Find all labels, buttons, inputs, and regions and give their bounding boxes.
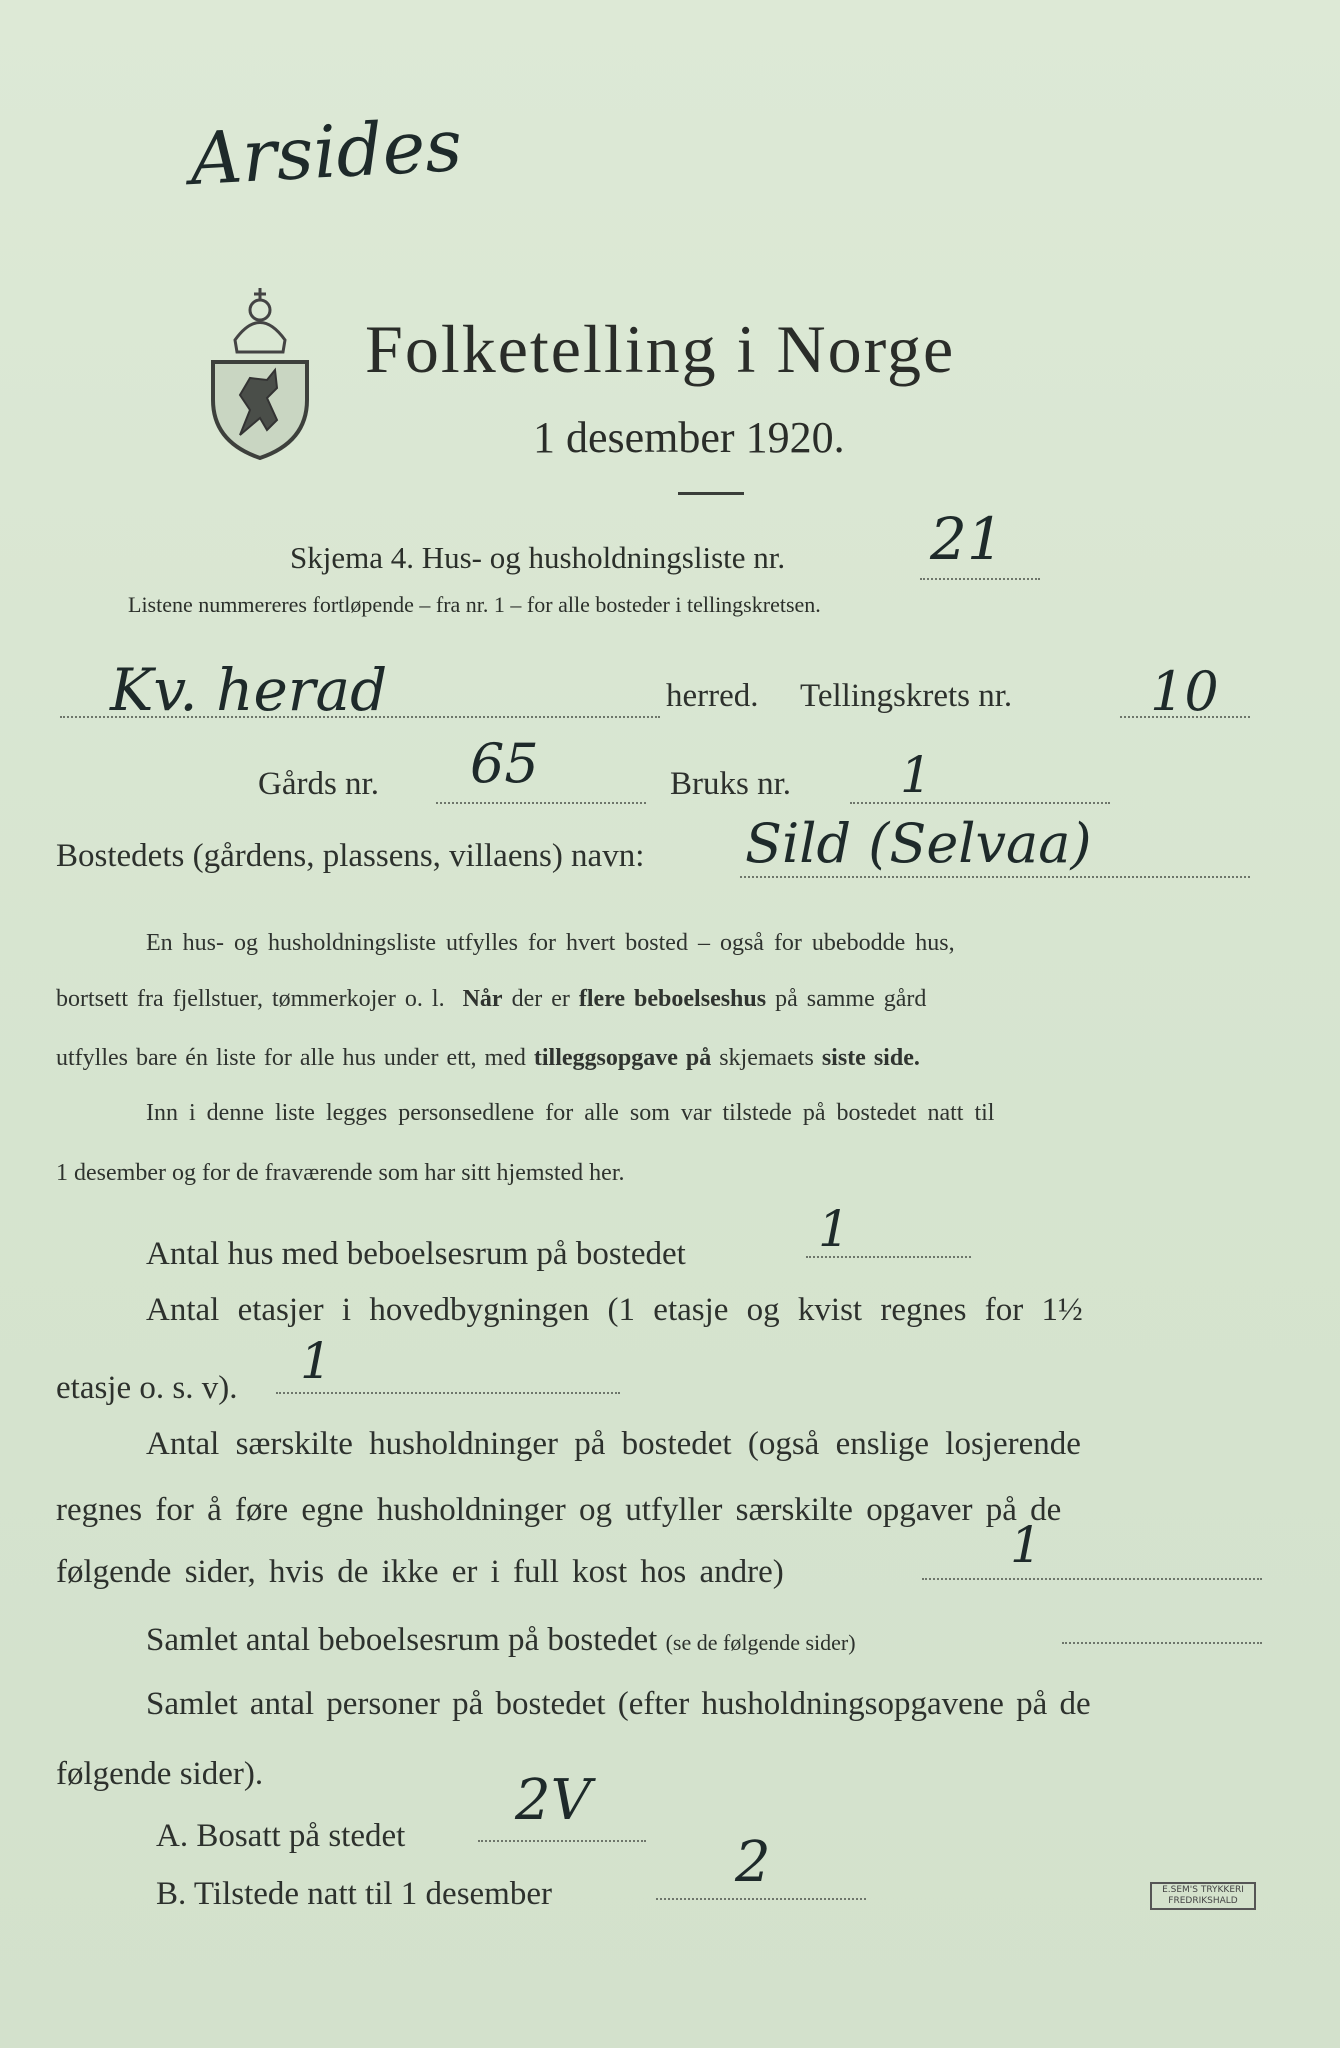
form-title: Folketelling i Norge: [365, 311, 956, 387]
p1l3-c: skjemaets: [719, 1045, 814, 1071]
p1l3-b: tilleggsopgave på: [533, 1045, 712, 1071]
bosted-value: Sild (Selvaa): [745, 812, 1092, 875]
qa-label: A. Bosatt på stedet: [156, 1818, 406, 1854]
q2-line1: Antal etasjer i hovedbygningen (1 etasje og kvist regnes for 1½: [146, 1292, 1083, 1328]
gards-label: Gårds nr.: [258, 766, 379, 802]
herred-label: herred.: [666, 678, 759, 714]
gards-value: 65: [470, 732, 539, 795]
form-date: 1 desember 1920.: [533, 413, 845, 462]
q1-value: 1: [818, 1200, 850, 1258]
tellingskrets-label: Tellingskrets nr.: [800, 678, 1013, 714]
skjema-label: Skjema 4. Hus- og husholdningsliste nr.: [290, 540, 786, 575]
q1-label: Antal hus med beboelsesrum på bostedet: [146, 1236, 686, 1272]
p1l3-d: siste side.: [821, 1045, 920, 1071]
paragraph1-line3: [56, 1045, 920, 1072]
hus-nr-field-line[interactable]: [920, 578, 1040, 580]
tellingskrets-value: 10: [1150, 660, 1219, 723]
title-divider: [678, 492, 744, 495]
q4-note: (se de følgende sider): [665, 1630, 856, 1655]
p1l2-c: der er: [511, 986, 570, 1012]
printer-stamp: E.SEM'S TRYKKERI FREDRIKSHALD: [1150, 1882, 1256, 1910]
bruks-label: Bruks nr.: [670, 766, 792, 802]
norway-coat-of-arms-icon: [205, 270, 315, 460]
listene-note: Listene nummereres fortløpende – fra nr. 1 – for alle bosteder i tellingskretsen.: [128, 592, 821, 617]
gards-field-line[interactable]: [436, 802, 646, 804]
q2-line2: etasje o. s. v).: [56, 1370, 238, 1406]
q4-field-line[interactable]: [1062, 1642, 1262, 1644]
handwritten-location: Arsides: [187, 102, 465, 202]
p1l2-a: bortsett fra fjellstuer, tømmerkojer o. l.: [56, 986, 445, 1012]
bruks-field-line[interactable]: [850, 802, 1110, 804]
q4-label: [146, 1622, 856, 1659]
p1l2-e: på samme gård: [775, 986, 927, 1012]
paragraph1-line2: [56, 986, 926, 1013]
qa-value: 2V: [515, 1768, 592, 1833]
paragraph2-line2: 1 desember og for de fraværende som har sitt hjemsted her.: [56, 1160, 625, 1186]
paragraph2-line1: Inn i denne liste legges personsedlene for alle som var tilstede på bostedet natt til: [146, 1100, 995, 1126]
q3-line3: følgende sider, hvis de ikke er i full kost hos andre): [56, 1554, 784, 1590]
q3-value: 1: [1010, 1516, 1042, 1574]
q3-line2: regnes for å føre egne husholdninger og utfyller særskilte opgaver på de: [56, 1492, 1062, 1528]
p1l2-d: flere beboelseshus: [578, 986, 767, 1012]
qb-label: B. Tilstede natt til 1 desember: [156, 1876, 552, 1912]
q5-line2: følgende sider).: [56, 1756, 264, 1792]
qb-value: 2: [735, 1830, 771, 1895]
herred-value: Kv. herad: [110, 656, 388, 724]
hus-nr-value: 21: [930, 505, 1004, 573]
p1l2-b: Når: [462, 986, 503, 1012]
q4-main: Samlet antal beboelsesrum på bostedet: [146, 1622, 658, 1658]
q2-field-line[interactable]: [276, 1392, 620, 1394]
paragraph1-line1: En hus- og husholdningsliste utfylles for hvert bosted – også for ubebodde hus,: [146, 930, 955, 956]
bruks-value: 1: [900, 746, 932, 804]
q3-line1: Antal særskilte husholdninger på bostedet (også enslige losjerende: [146, 1426, 1081, 1462]
qa-field-line[interactable]: [478, 1840, 646, 1842]
q2-value: 1: [300, 1332, 332, 1390]
q5-line1: Samlet antal personer på bostedet (efter husholdningsopgavene på de: [146, 1686, 1091, 1722]
p1l3-a: utfylles bare én liste for alle hus under ett, med: [56, 1045, 526, 1071]
bosted-label: Bostedets (gårdens, plassens, villaens) navn:: [56, 838, 645, 874]
q3-field-line[interactable]: [922, 1578, 1262, 1580]
qb-field-line[interactable]: [656, 1898, 866, 1900]
bosted-field-line[interactable]: [740, 876, 1250, 878]
